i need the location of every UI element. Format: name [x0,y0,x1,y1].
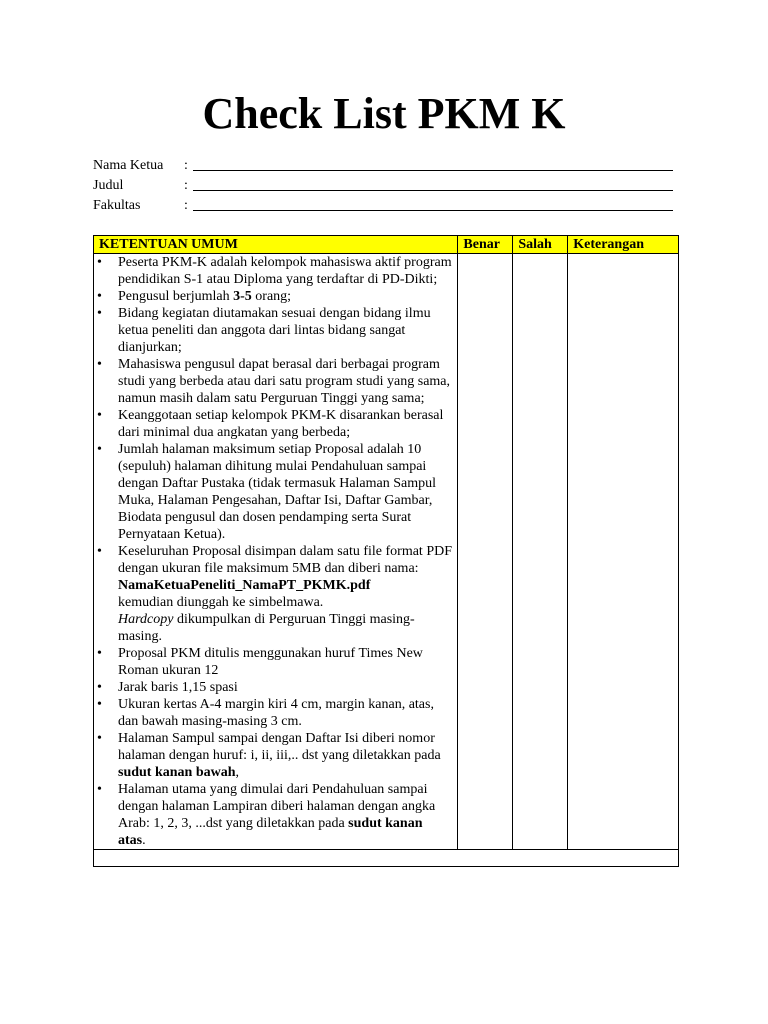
field-label: Nama Ketua [93,158,164,173]
list-item [118,730,453,781]
item-text: Peserta PKM-K adalah kelompok mahasiswa aktif program pendidikan S-1 atau Diploma yang terdaftar di PD-Dikti; [118,255,452,287]
salah-cell[interactable] [513,254,568,850]
item-text: . [142,833,146,848]
field-label: Judul [93,178,124,193]
page-title: Check List PKM K [202,89,566,138]
list-item [118,645,453,679]
table-row [94,254,679,850]
field-judul[interactable] [93,176,673,196]
item-text: kemudian diunggah ke simbelmawa. [118,595,324,610]
list-item [118,679,453,696]
list-item [118,407,453,441]
list-item [118,305,453,356]
item-text: dikumpulkan di Perguruan Tinggi masing-masing. [118,612,415,644]
list-item [118,543,453,645]
header-salah: Salah [513,236,568,254]
fill-line[interactable] [193,210,673,211]
item-text: Mahasiswa pengusul dapat berasal dari berbagai program studi yang berbeda atau dari satu program studi yang sama, namun masih dalam satu Perguruan Tinggi yang sama; [118,357,451,406]
benar-cell[interactable] [458,254,513,850]
field-label: Fakultas [93,198,141,213]
header-row [94,236,679,254]
item-italic: Hardcopy [118,612,174,627]
item-text: Jarak baris 1,15 spasi [118,680,238,695]
list-item [118,441,453,543]
item-text: Halaman utama yang dimulai dari Pendahuluan sampai dengan halaman Lampiran diberi halaman dengan angka Arab: 1, 2, 3, ...dst yang diletakkan pada [118,782,436,831]
list-item [118,781,453,849]
item-text: Halaman Sampul sampai dengan Daftar Isi diberi nomor halaman dengan huruf: i, ii, iii,.. dst yang diletakkan pada [118,731,441,763]
field-fakultas[interactable] [93,196,673,216]
footer-cell[interactable] [94,850,679,867]
header-ketentuan-umum: KETENTUAN UMUM [94,236,458,254]
item-text: Jumlah halaman maksimum setiap Proposal adalah 10 (sepuluh) halaman dihitung mulai Pendahuluan sampai dengan Daftar Pustaka (tidak termasuk Halaman Sampul Muka, Halaman Pengesahan, Daftar Isi, Daftar Gambar, Biodata pengusul dan dosen pendamping serta Surat Pernyataan Ketua). [118,442,437,542]
footer-row [94,850,679,867]
header-benar: Benar [458,236,513,254]
ketentuan-cell [94,254,458,850]
fill-line[interactable] [193,170,673,171]
item-text: Bidang kegiatan diutamakan sesuai dengan bidang ilmu ketua peneliti dan anggota dari lintas bidang sangat dianjurkan; [118,306,431,355]
checklist-table [93,235,679,867]
item-filename: NamaKetuaPeneliti_NamaPT_PKMK.pdf [118,578,371,593]
item-text: Keseluruhan Proposal disimpan dalam satu file format PDF dengan ukuran file maksimum 5MB dan diberi nama: [118,544,452,576]
list-item [118,356,453,407]
field-colon: : [184,198,188,213]
list-item [118,696,453,730]
item-text: orang; [251,289,292,304]
item-text: , [235,765,240,780]
keterangan-cell[interactable] [568,254,679,850]
item-text: Ukuran kertas A-4 margin kiri 4 cm, margin kanan, atas, dan bawah masing-masing 3 cm. [118,697,434,729]
item-bold: sudut kanan atas [118,816,423,848]
field-nama-ketua[interactable] [93,156,673,176]
identity-fields [93,156,673,216]
item-text: Keanggotaan setiap kelompok PKM-K disarankan berasal dari minimal dua angkatan yang berbeda; [118,408,444,440]
item-bold: sudut kanan bawah [118,765,236,780]
fill-line[interactable] [193,190,673,191]
list-item [118,254,453,288]
list-item [118,288,453,305]
field-colon: : [184,158,188,173]
item-bold: 3-5 [233,289,252,304]
ketentuan-list [94,254,457,849]
field-colon: : [184,178,188,193]
item-text: Pengusul berjumlah [118,289,234,304]
item-text: Proposal PKM ditulis menggunakan huruf Times New Roman ukuran 12 [118,646,423,678]
header-keterangan: Keterangan [568,236,679,254]
